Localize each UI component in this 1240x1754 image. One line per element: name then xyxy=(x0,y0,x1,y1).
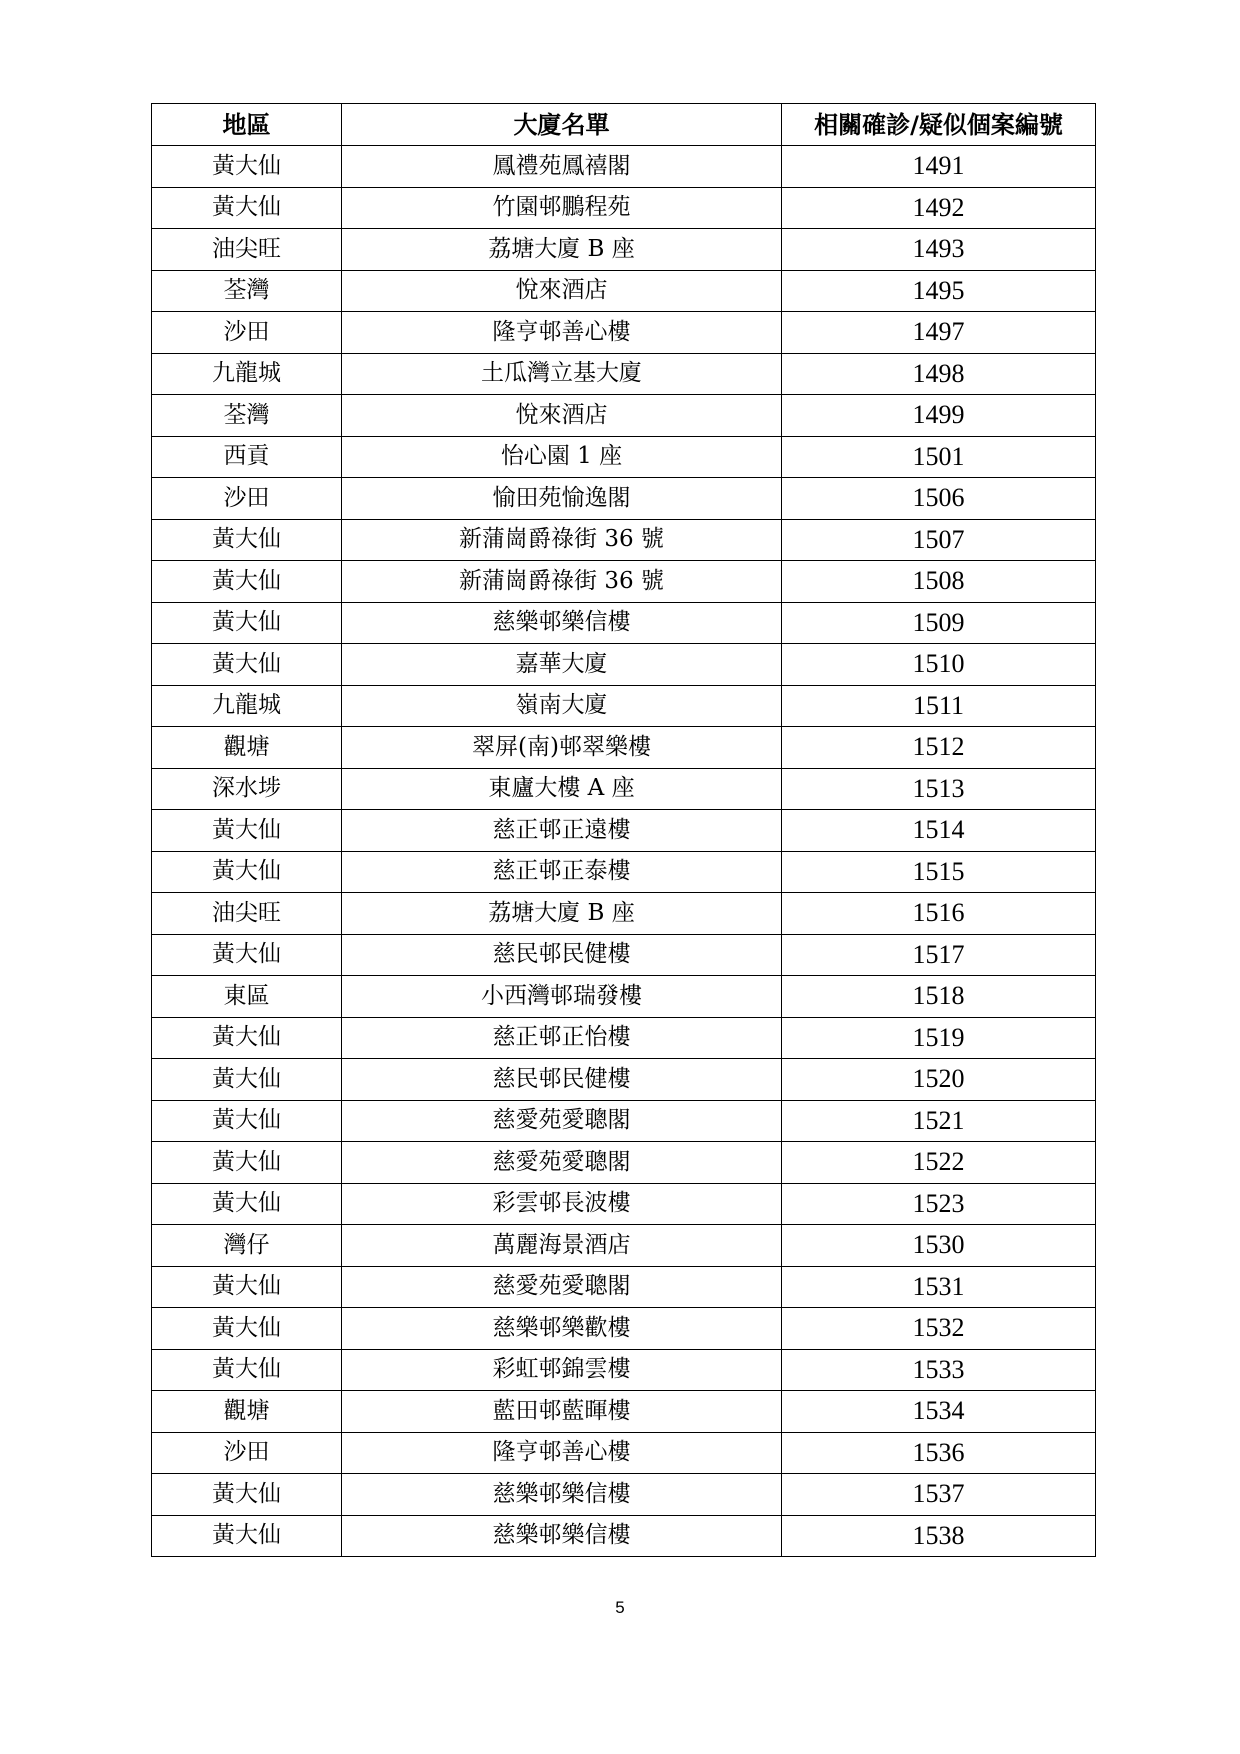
cell-case-number: 1514 xyxy=(782,810,1096,852)
cell-case-number: 1508 xyxy=(782,561,1096,603)
table-row xyxy=(152,1183,1096,1225)
table-row xyxy=(152,1142,1096,1184)
cell-district: 黃大仙 xyxy=(152,187,342,229)
cell-case-number: 1538 xyxy=(782,1515,1096,1557)
cell-building: 新蒲崗爵祿街 36 號 xyxy=(342,519,782,561)
cell-district: 觀塘 xyxy=(152,727,342,769)
cell-district: 黃大仙 xyxy=(152,1308,342,1350)
cell-case-number: 1491 xyxy=(782,146,1096,188)
cell-building: 悅來酒店 xyxy=(342,270,782,312)
page-number: 5 xyxy=(615,1598,625,1617)
cell-building: 新蒲崗爵祿街 36 號 xyxy=(342,561,782,603)
cell-district: 黃大仙 xyxy=(152,851,342,893)
cell-case-number: 1493 xyxy=(782,229,1096,271)
table-row xyxy=(152,312,1096,354)
table-row xyxy=(152,1225,1096,1267)
cell-district: 黃大仙 xyxy=(152,644,342,686)
cell-case-number: 1530 xyxy=(782,1225,1096,1267)
table-row xyxy=(152,1017,1096,1059)
cell-building: 慈愛苑愛聰閣 xyxy=(342,1266,782,1308)
table-row xyxy=(152,1349,1096,1391)
table-row xyxy=(152,1266,1096,1308)
cell-building: 小西灣邨瑞發樓 xyxy=(342,976,782,1018)
table-row xyxy=(152,727,1096,769)
table-row xyxy=(152,187,1096,229)
cell-building: 隆亨邨善心樓 xyxy=(342,312,782,354)
table-row xyxy=(152,976,1096,1018)
cell-case-number: 1509 xyxy=(782,602,1096,644)
table-row xyxy=(152,561,1096,603)
cell-district: 沙田 xyxy=(152,1432,342,1474)
cell-building: 慈民邨民健樓 xyxy=(342,1059,782,1101)
cell-district: 荃灣 xyxy=(152,270,342,312)
cell-case-number: 1521 xyxy=(782,1100,1096,1142)
cell-building: 荔塘大廈 B 座 xyxy=(342,229,782,271)
table-row xyxy=(152,270,1096,312)
table-body xyxy=(152,146,1096,1557)
cell-building: 彩虹邨錦雲樓 xyxy=(342,1349,782,1391)
cell-district: 荃灣 xyxy=(152,395,342,437)
cell-building: 藍田邨藍暉樓 xyxy=(342,1391,782,1433)
cell-case-number: 1533 xyxy=(782,1349,1096,1391)
cell-case-number: 1513 xyxy=(782,768,1096,810)
cell-district: 黃大仙 xyxy=(152,1474,342,1516)
cell-case-number: 1519 xyxy=(782,1017,1096,1059)
buildings-table xyxy=(151,103,1096,1557)
cell-case-number: 1532 xyxy=(782,1308,1096,1350)
cell-district: 沙田 xyxy=(152,478,342,520)
cell-building: 愉田苑愉逸閣 xyxy=(342,478,782,520)
cell-district: 黃大仙 xyxy=(152,1100,342,1142)
cell-district: 黃大仙 xyxy=(152,1515,342,1557)
table-row xyxy=(152,851,1096,893)
cell-case-number: 1536 xyxy=(782,1432,1096,1474)
table-row xyxy=(152,1391,1096,1433)
cell-building: 翠屏(南)邨翠樂樓 xyxy=(342,727,782,769)
cell-case-number: 1501 xyxy=(782,436,1096,478)
cell-building: 荔塘大廈 B 座 xyxy=(342,893,782,935)
table-row xyxy=(152,893,1096,935)
table-row xyxy=(152,810,1096,852)
cell-building: 東廬大樓 A 座 xyxy=(342,768,782,810)
cell-building: 慈樂邨樂歡樓 xyxy=(342,1308,782,1350)
cell-district: 油尖旺 xyxy=(152,893,342,935)
cell-district: 黃大仙 xyxy=(152,1059,342,1101)
cell-building: 竹園邨鵬程苑 xyxy=(342,187,782,229)
table-row xyxy=(152,1308,1096,1350)
cell-case-number: 1522 xyxy=(782,1142,1096,1184)
table-row xyxy=(152,229,1096,271)
cell-district: 黃大仙 xyxy=(152,1349,342,1391)
cell-building: 慈愛苑愛聰閣 xyxy=(342,1142,782,1184)
cell-case-number: 1520 xyxy=(782,1059,1096,1101)
cell-district: 黃大仙 xyxy=(152,1183,342,1225)
cell-building: 慈愛苑愛聰閣 xyxy=(342,1100,782,1142)
table-row xyxy=(152,644,1096,686)
cell-case-number: 1512 xyxy=(782,727,1096,769)
table-row xyxy=(152,395,1096,437)
cell-building: 彩雲邨長波樓 xyxy=(342,1183,782,1225)
table-row xyxy=(152,1100,1096,1142)
cell-building: 慈正邨正遠樓 xyxy=(342,810,782,852)
table-row xyxy=(152,1059,1096,1101)
table-row xyxy=(152,436,1096,478)
cell-case-number: 1507 xyxy=(782,519,1096,561)
cell-case-number: 1531 xyxy=(782,1266,1096,1308)
header-case-numbers: 相關確診/疑似個案編號 xyxy=(782,104,1096,146)
cell-case-number: 1497 xyxy=(782,312,1096,354)
cell-building: 慈樂邨樂信樓 xyxy=(342,602,782,644)
table-row xyxy=(152,1515,1096,1557)
table-row xyxy=(152,146,1096,188)
cell-district: 黃大仙 xyxy=(152,1142,342,1184)
cell-building: 嶺南大廈 xyxy=(342,685,782,727)
cell-building: 萬麗海景酒店 xyxy=(342,1225,782,1267)
cell-district: 黃大仙 xyxy=(152,561,342,603)
table-row xyxy=(152,1432,1096,1474)
cell-district: 觀塘 xyxy=(152,1391,342,1433)
cell-district: 西貢 xyxy=(152,436,342,478)
table-row xyxy=(152,1474,1096,1516)
cell-building: 慈正邨正泰樓 xyxy=(342,851,782,893)
cell-building: 慈樂邨樂信樓 xyxy=(342,1515,782,1557)
cell-district: 黃大仙 xyxy=(152,602,342,644)
cell-district: 黃大仙 xyxy=(152,934,342,976)
cell-case-number: 1499 xyxy=(782,395,1096,437)
cell-case-number: 1537 xyxy=(782,1474,1096,1516)
table-row xyxy=(152,478,1096,520)
header-district: 地區 xyxy=(152,104,342,146)
cell-building: 鳳禮苑鳳禧閣 xyxy=(342,146,782,188)
cell-building: 土瓜灣立基大廈 xyxy=(342,353,782,395)
cell-building: 慈民邨民健樓 xyxy=(342,934,782,976)
cell-building: 嘉華大廈 xyxy=(342,644,782,686)
cell-district: 黃大仙 xyxy=(152,519,342,561)
cell-building: 怡心園 1 座 xyxy=(342,436,782,478)
table-row xyxy=(152,602,1096,644)
cell-district: 黃大仙 xyxy=(152,1017,342,1059)
cell-case-number: 1495 xyxy=(782,270,1096,312)
table-header-row xyxy=(152,104,1096,146)
cell-district: 黃大仙 xyxy=(152,146,342,188)
header-building-list: 大廈名單 xyxy=(342,104,782,146)
cell-district: 黃大仙 xyxy=(152,810,342,852)
cell-case-number: 1510 xyxy=(782,644,1096,686)
cell-building: 慈樂邨樂信樓 xyxy=(342,1474,782,1516)
cell-case-number: 1511 xyxy=(782,685,1096,727)
cell-district: 九龍城 xyxy=(152,353,342,395)
cell-district: 黃大仙 xyxy=(152,1266,342,1308)
table-row xyxy=(152,685,1096,727)
cell-building: 隆亨邨善心樓 xyxy=(342,1432,782,1474)
cell-case-number: 1534 xyxy=(782,1391,1096,1433)
cell-case-number: 1517 xyxy=(782,934,1096,976)
cell-case-number: 1506 xyxy=(782,478,1096,520)
table-row xyxy=(152,768,1096,810)
table-row xyxy=(152,519,1096,561)
cell-case-number: 1498 xyxy=(782,353,1096,395)
cell-district: 深水埗 xyxy=(152,768,342,810)
cell-district: 九龍城 xyxy=(152,685,342,727)
cell-district: 灣仔 xyxy=(152,1225,342,1267)
cell-district: 東區 xyxy=(152,976,342,1018)
table-row xyxy=(152,353,1096,395)
cell-case-number: 1515 xyxy=(782,851,1096,893)
cell-building: 悅來酒店 xyxy=(342,395,782,437)
cell-case-number: 1523 xyxy=(782,1183,1096,1225)
cell-case-number: 1492 xyxy=(782,187,1096,229)
cell-district: 沙田 xyxy=(152,312,342,354)
cell-case-number: 1518 xyxy=(782,976,1096,1018)
table-row xyxy=(152,934,1096,976)
cell-case-number: 1516 xyxy=(782,893,1096,935)
cell-district: 油尖旺 xyxy=(152,229,342,271)
cell-building: 慈正邨正怡樓 xyxy=(342,1017,782,1059)
